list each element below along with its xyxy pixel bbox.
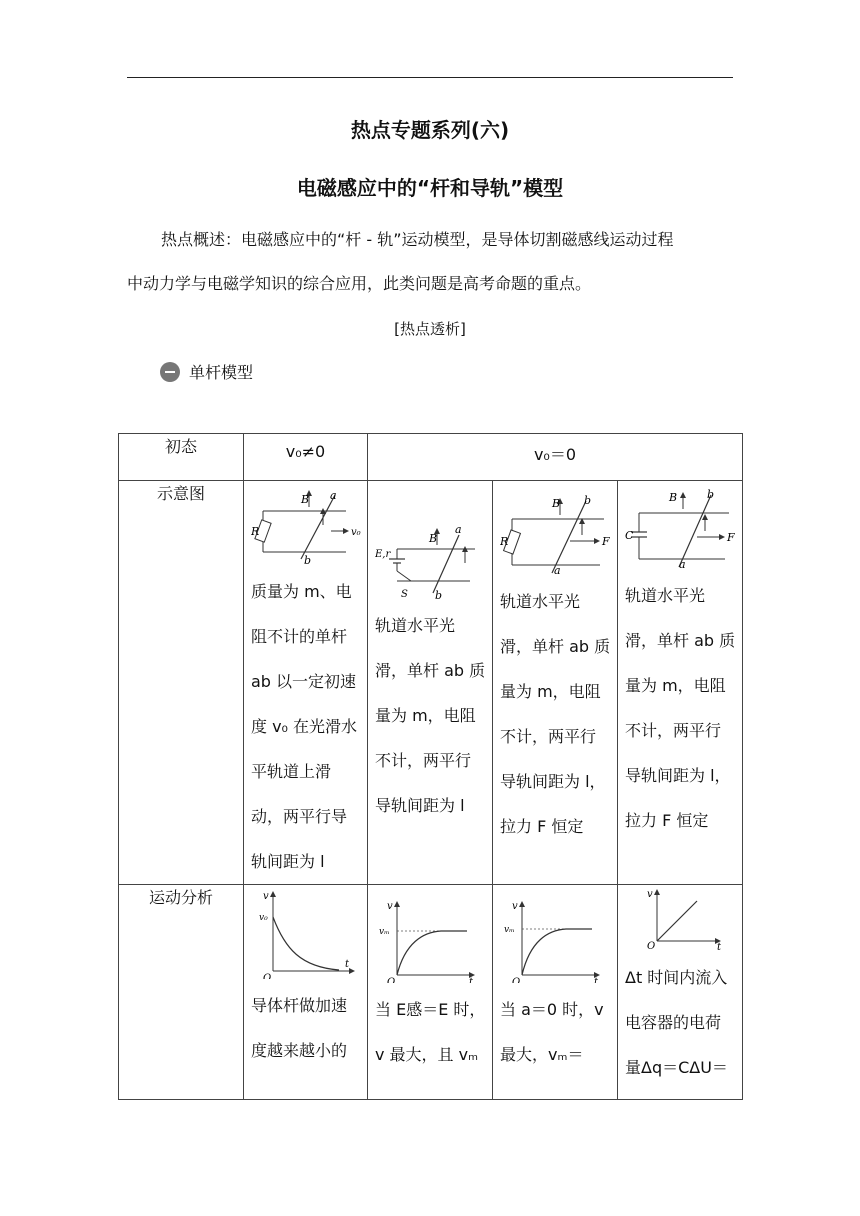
axis-t: t (469, 977, 474, 983)
label-a: a (330, 489, 337, 502)
motion-cell-4 (618, 885, 743, 1100)
rail-diagram-resistor (251, 487, 361, 565)
motion-text-3: 当 a＝0 时，v 最大，vₘ＝ (500, 1000, 604, 1064)
diagram-cell-2 (368, 481, 493, 885)
page-subtitle: 电磁感应中的“杆和导轨”模型 (296, 176, 564, 200)
label-v0: v₀ (351, 527, 361, 538)
analysis-label: [热点透析] (394, 320, 466, 338)
axis-t: t (717, 942, 722, 951)
label-b-field: B (429, 532, 438, 545)
diagram-cell-1 (244, 481, 368, 885)
section-number-icon (160, 362, 180, 382)
motion-text-1: 导体杆做加速 度越来越小的 (251, 996, 348, 1060)
label-r: R (251, 525, 260, 538)
origin: O (647, 941, 656, 951)
rail-diagram-capacitor (625, 487, 737, 569)
overview-line-1: 热点概述：电磁感应中的“杆 - 轨”运动模型，是导体切割磁感线运动过程 (161, 230, 674, 249)
rail-diagram-force-resistor (500, 493, 612, 575)
page-title: 热点专题系列(六) (350, 118, 510, 142)
axis-v: v (263, 891, 269, 902)
label-b-field: B (552, 497, 561, 510)
row-header-motion: 运动分析 (119, 885, 244, 1100)
label-v0: v₀ (259, 913, 268, 923)
header-rule (127, 77, 733, 78)
label-a: a (679, 558, 686, 569)
model-table (118, 433, 743, 1100)
velocity-graph-linear (625, 887, 735, 951)
label-a: a (554, 564, 561, 575)
description-1: 质量为 m、电 阻不计的单杆 ab 以一定初速 度 v₀ 在光滑水 平轨道上滑 动，两平行导 轨间距为 l (251, 582, 358, 871)
axis-t: t (345, 959, 350, 970)
velocity-graph-terminal (500, 899, 610, 983)
origin: O (387, 977, 396, 983)
velocity-graph-decay (251, 889, 361, 979)
diagram-cell-4 (618, 481, 743, 885)
description-4: 轨道水平光 滑，单杆 ab 质 量为 m，电阻 不计，两平行 导轨间距为 l， 拉力 F 恒定 (625, 586, 736, 830)
row-header-initial: 初态 (119, 434, 244, 481)
motion-text-4: Δt 时间内流入 电容器的电荷 量Δq＝CΔU＝ (625, 968, 728, 1077)
motion-cell-1 (244, 885, 368, 1100)
label-b-end: b (435, 589, 443, 599)
section-title: 单杆模型 (189, 363, 254, 382)
label-er: E,r (375, 549, 391, 560)
label-f: F (727, 531, 735, 544)
axis-v: v (512, 901, 518, 912)
label-b-field: B (301, 493, 310, 506)
label-c: C (625, 529, 634, 542)
motion-text-2: 当 E感＝E 时， v 最大，且 vₘ (375, 1000, 486, 1064)
table-row (119, 481, 743, 885)
initial-state-nonzero: v₀≠0 (244, 434, 368, 481)
label-vm: vₘ (504, 925, 515, 935)
rail-diagram-battery (375, 521, 487, 599)
overview-paragraph (127, 218, 737, 306)
table-row (119, 434, 743, 481)
label-b-end: b (707, 488, 715, 501)
initial-state-zero: v₀＝0 (368, 434, 743, 481)
row-header-diagram: 示意图 (119, 481, 244, 885)
label-b-end: b (584, 494, 592, 507)
origin: O (263, 973, 272, 979)
origin: O (512, 977, 521, 983)
description-3: 轨道水平光 滑，单杆 ab 质 量为 m，电阻 不计，两平行 导轨间距为 l， 拉力 F 恒定 (500, 592, 611, 836)
label-vm: vₘ (379, 927, 390, 937)
motion-cell-2 (368, 885, 493, 1100)
axis-v: v (647, 889, 653, 900)
table-row (119, 885, 743, 1100)
label-a: a (455, 523, 462, 536)
axis-t: t (594, 977, 599, 983)
label-r: R (500, 535, 509, 548)
label-b-end: b (304, 554, 312, 565)
diagram-cell-3 (493, 481, 618, 885)
velocity-graph-terminal (375, 899, 485, 983)
label-b-field: B (669, 491, 678, 504)
section-heading (160, 360, 253, 383)
motion-cell-3 (493, 885, 618, 1100)
overview-line-2: 中动力学与电磁学知识的综合应用，此类问题是高考命题的重点。 (127, 274, 592, 293)
description-2: 轨道水平光 滑，单杆 ab 质 量为 m，电阻 不计，两平行 导轨间距为 l (375, 616, 486, 815)
label-f: F (602, 535, 610, 548)
axis-v: v (387, 901, 393, 912)
label-switch: S (401, 589, 408, 599)
